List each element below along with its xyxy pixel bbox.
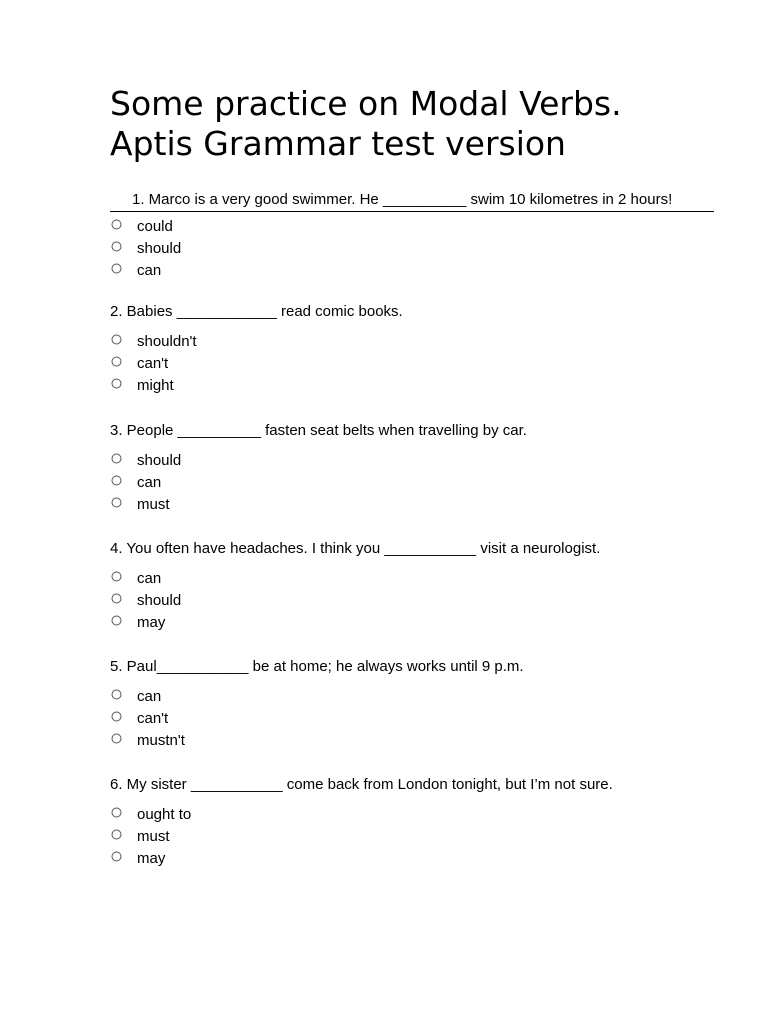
option-item[interactable] (110, 730, 714, 752)
question-4 (110, 540, 714, 634)
radio-button-icon[interactable] (111, 241, 122, 252)
radio-button-icon[interactable] (111, 334, 122, 345)
option-list (110, 568, 714, 634)
question-text: 1. Marco is a very good swimmer. He __________ swim 10 kilometres in 2 hours! (110, 191, 714, 212)
title-line-1: Some practice on Modal Verbs. (110, 84, 622, 123)
option-item[interactable] (110, 494, 714, 516)
option-label: can't (137, 710, 169, 727)
page-title (110, 84, 730, 164)
radio-button-icon[interactable] (111, 453, 122, 464)
radio-button-icon[interactable] (111, 851, 122, 862)
option-item[interactable] (110, 375, 714, 397)
option-label: should (137, 592, 182, 609)
option-list (110, 686, 714, 752)
option-item[interactable] (110, 450, 714, 472)
option-item[interactable] (110, 826, 714, 848)
radio-button-icon[interactable] (111, 571, 122, 582)
option-label: can (137, 688, 162, 705)
radio-button-icon[interactable] (111, 378, 122, 389)
question-text: 6. My sister ___________ come back from London tonight, but I’m not sure. (110, 776, 613, 793)
question-text: 4. You often have headaches. I think you ___________ visit a neurologist. (110, 540, 601, 557)
option-list (110, 331, 714, 397)
question-text: 5. Paul___________ be at home; he always works until 9 p.m. (110, 658, 524, 675)
question-3 (110, 422, 714, 516)
option-label: must (137, 828, 170, 845)
radio-button-icon[interactable] (111, 356, 122, 367)
option-item[interactable] (110, 472, 714, 494)
title-line-2: Aptis Grammar test version (110, 124, 566, 163)
option-list (110, 804, 714, 870)
radio-button-icon[interactable] (111, 807, 122, 818)
radio-button-icon[interactable] (111, 497, 122, 508)
question-1 (110, 191, 714, 282)
option-label: may (137, 850, 166, 867)
radio-button-icon[interactable] (111, 733, 122, 744)
radio-button-icon[interactable] (111, 711, 122, 722)
radio-button-icon[interactable] (111, 593, 122, 604)
radio-button-icon[interactable] (111, 219, 122, 230)
option-label: could (137, 218, 173, 235)
radio-button-icon[interactable] (111, 689, 122, 700)
option-label: ought to (137, 806, 192, 823)
question-2 (110, 303, 714, 397)
radio-button-icon[interactable] (111, 263, 122, 274)
option-item[interactable] (110, 260, 714, 282)
option-label: should (137, 240, 182, 257)
option-list (110, 216, 714, 282)
option-list (110, 450, 714, 516)
question-5 (110, 658, 714, 752)
option-label: can (137, 262, 162, 279)
option-label: may (137, 614, 166, 631)
option-item[interactable] (110, 686, 714, 708)
option-label: can (137, 570, 162, 587)
option-label: might (137, 377, 174, 394)
option-label: can (137, 474, 162, 491)
option-label: mustn't (137, 732, 185, 749)
option-item[interactable] (110, 238, 714, 260)
option-label: should (137, 452, 182, 469)
radio-button-icon[interactable] (111, 475, 122, 486)
question-text: 3. People __________ fasten seat belts when travelling by car. (110, 422, 527, 439)
option-item[interactable] (110, 708, 714, 730)
radio-button-icon[interactable] (111, 829, 122, 840)
option-item[interactable] (110, 331, 714, 353)
option-item[interactable] (110, 848, 714, 870)
option-item[interactable] (110, 804, 714, 826)
option-item[interactable] (110, 612, 714, 634)
option-label: must (137, 496, 170, 513)
question-6 (110, 776, 714, 870)
option-item[interactable] (110, 590, 714, 612)
option-label: can't (137, 355, 169, 372)
option-item[interactable] (110, 353, 714, 375)
option-item[interactable] (110, 216, 714, 238)
radio-button-icon[interactable] (111, 615, 122, 626)
option-item[interactable] (110, 568, 714, 590)
question-text: 2. Babies ____________ read comic books. (110, 303, 403, 320)
option-label: shouldn't (137, 333, 197, 350)
